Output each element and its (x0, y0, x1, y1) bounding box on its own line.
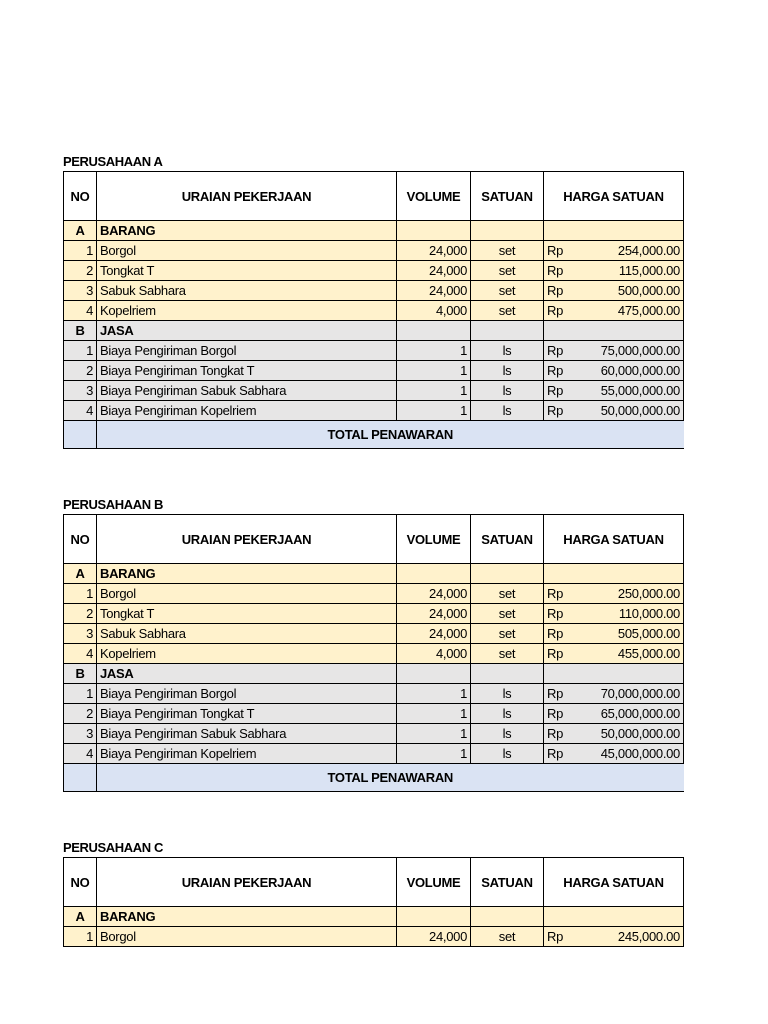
item-desc: Biaya Pengiriman Sabuk Sabhara (97, 381, 397, 401)
company-block-c (63, 840, 684, 947)
item-price: 250,000.00 (579, 584, 684, 604)
section-satuan-empty (471, 221, 544, 241)
section-harga-empty (544, 221, 684, 241)
item-unit: set (471, 604, 544, 624)
item-currency: Rp (544, 261, 579, 281)
section-code: B (64, 664, 97, 684)
section-volume-empty (397, 221, 471, 241)
table-row (64, 401, 684, 421)
item-unit: ls (471, 724, 544, 744)
table-row (64, 301, 684, 321)
item-price: 500,000.00 (579, 281, 684, 301)
table-row (64, 724, 684, 744)
table-row (64, 341, 684, 361)
item-price: 50,000,000.00 (579, 724, 684, 744)
item-volume: 24,000 (397, 261, 471, 281)
item-desc: Biaya Pengiriman Kopelriem (97, 744, 397, 764)
price-table (63, 514, 684, 792)
item-unit: ls (471, 341, 544, 361)
table-row (64, 927, 684, 947)
table-row (64, 584, 684, 604)
company-block-a (63, 154, 684, 449)
item-volume: 24,000 (397, 584, 471, 604)
item-price: 55,000,000.00 (579, 381, 684, 401)
header-satuan: SATUAN (471, 515, 544, 564)
total-row (64, 764, 684, 792)
header-volume: VOLUME (397, 172, 471, 221)
table-row (64, 381, 684, 401)
item-no: 4 (64, 644, 97, 664)
section-row (64, 564, 684, 584)
item-volume: 24,000 (397, 281, 471, 301)
section-satuan-empty (471, 664, 544, 684)
section-code: B (64, 321, 97, 341)
section-harga-empty (544, 664, 684, 684)
item-price: 50,000,000.00 (579, 401, 684, 421)
item-price: 505,000.00 (579, 624, 684, 644)
item-currency: Rp (544, 241, 579, 261)
header-harga: HARGA SATUAN (544, 515, 684, 564)
table-row (64, 261, 684, 281)
company-title: PERUSAHAAN A (63, 154, 163, 169)
item-unit: set (471, 261, 544, 281)
item-no: 3 (64, 724, 97, 744)
section-name: BARANG (97, 907, 397, 927)
item-no: 2 (64, 604, 97, 624)
section-code: A (64, 907, 97, 927)
item-desc: Biaya Pengiriman Borgol (97, 684, 397, 704)
item-desc: Borgol (97, 241, 397, 261)
item-currency: Rp (544, 684, 579, 704)
item-volume: 24,000 (397, 241, 471, 261)
section-volume-empty (397, 664, 471, 684)
section-row (64, 664, 684, 684)
total-label: TOTAL PENAWARAN (97, 421, 684, 449)
item-volume: 1 (397, 744, 471, 764)
section-name: JASA (97, 321, 397, 341)
item-no: 4 (64, 744, 97, 764)
item-price: 70,000,000.00 (579, 684, 684, 704)
item-no: 2 (64, 261, 97, 281)
item-no: 3 (64, 381, 97, 401)
section-satuan-empty (471, 564, 544, 584)
item-volume: 24,000 (397, 624, 471, 644)
item-price: 60,000,000.00 (579, 361, 684, 381)
item-unit: ls (471, 744, 544, 764)
table-row (64, 361, 684, 381)
table-row (64, 624, 684, 644)
item-price: 75,000,000.00 (579, 341, 684, 361)
item-unit: ls (471, 704, 544, 724)
table-row (64, 684, 684, 704)
item-no: 1 (64, 584, 97, 604)
item-currency: Rp (544, 744, 579, 764)
section-volume-empty (397, 321, 471, 341)
item-no: 1 (64, 341, 97, 361)
item-volume: 1 (397, 341, 471, 361)
item-desc: Borgol (97, 927, 397, 947)
header-harga: HARGA SATUAN (544, 172, 684, 221)
item-price: 110,000.00 (579, 604, 684, 624)
item-unit: set (471, 927, 544, 947)
item-desc: Biaya Pengiriman Borgol (97, 341, 397, 361)
item-price: 475,000.00 (579, 301, 684, 321)
header-row (64, 515, 684, 564)
item-volume: 24,000 (397, 604, 471, 624)
header-row (64, 172, 684, 221)
section-volume-empty (397, 907, 471, 927)
total-no-empty (64, 764, 97, 792)
header-desc: URAIAN PEKERJAAN (97, 172, 397, 221)
item-price: 245,000.00 (579, 927, 684, 947)
item-unit: set (471, 584, 544, 604)
table-row (64, 281, 684, 301)
header-row (64, 858, 684, 907)
item-no: 1 (64, 241, 97, 261)
header-no: NO (64, 858, 97, 907)
item-currency: Rp (544, 724, 579, 744)
item-volume: 4,000 (397, 301, 471, 321)
section-row (64, 321, 684, 341)
item-desc: Sabuk Sabhara (97, 624, 397, 644)
item-volume: 1 (397, 704, 471, 724)
item-unit: set (471, 644, 544, 664)
item-volume: 1 (397, 401, 471, 421)
item-unit: set (471, 241, 544, 261)
item-currency: Rp (544, 341, 579, 361)
item-volume: 1 (397, 724, 471, 744)
item-volume: 1 (397, 361, 471, 381)
item-volume: 4,000 (397, 644, 471, 664)
item-desc: Biaya Pengiriman Sabuk Sabhara (97, 724, 397, 744)
header-desc: URAIAN PEKERJAAN (97, 515, 397, 564)
section-satuan-empty (471, 907, 544, 927)
item-unit: ls (471, 361, 544, 381)
item-currency: Rp (544, 281, 579, 301)
company-block-b (63, 497, 684, 792)
item-no: 2 (64, 704, 97, 724)
item-no: 3 (64, 624, 97, 644)
item-unit: ls (471, 381, 544, 401)
item-desc: Kopelriem (97, 644, 397, 664)
item-volume: 1 (397, 684, 471, 704)
item-volume: 1 (397, 381, 471, 401)
item-no: 3 (64, 281, 97, 301)
company-title: PERUSAHAAN C (63, 840, 163, 855)
item-no: 4 (64, 301, 97, 321)
item-currency: Rp (544, 624, 579, 644)
item-no: 1 (64, 684, 97, 704)
section-volume-empty (397, 564, 471, 584)
header-volume: VOLUME (397, 515, 471, 564)
item-currency: Rp (544, 584, 579, 604)
item-desc: Biaya Pengiriman Tongkat T (97, 361, 397, 381)
section-harga-empty (544, 907, 684, 927)
item-unit: ls (471, 684, 544, 704)
header-desc: URAIAN PEKERJAAN (97, 858, 397, 907)
item-no: 1 (64, 927, 97, 947)
price-table (63, 171, 684, 449)
item-price: 65,000,000.00 (579, 704, 684, 724)
item-currency: Rp (544, 401, 579, 421)
item-no: 2 (64, 361, 97, 381)
item-price: 45,000,000.00 (579, 744, 684, 764)
item-currency: Rp (544, 644, 579, 664)
item-volume: 24,000 (397, 927, 471, 947)
header-harga: HARGA SATUAN (544, 858, 684, 907)
item-currency: Rp (544, 301, 579, 321)
header-satuan: SATUAN (471, 172, 544, 221)
total-label: TOTAL PENAWARAN (97, 764, 684, 792)
item-currency: Rp (544, 361, 579, 381)
header-no: NO (64, 515, 97, 564)
item-desc: Kopelriem (97, 301, 397, 321)
section-harga-empty (544, 321, 684, 341)
table-row (64, 644, 684, 664)
item-no: 4 (64, 401, 97, 421)
item-desc: Biaya Pengiriman Kopelriem (97, 401, 397, 421)
total-no-empty (64, 421, 97, 449)
item-unit: set (471, 301, 544, 321)
section-name: BARANG (97, 564, 397, 584)
table-row (64, 704, 684, 724)
section-name: BARANG (97, 221, 397, 241)
item-price: 115,000.00 (579, 261, 684, 281)
section-name: JASA (97, 664, 397, 684)
item-currency: Rp (544, 381, 579, 401)
item-currency: Rp (544, 927, 579, 947)
item-unit: set (471, 281, 544, 301)
price-table (63, 857, 684, 947)
section-code: A (64, 564, 97, 584)
item-currency: Rp (544, 604, 579, 624)
table-row (64, 744, 684, 764)
company-title: PERUSAHAAN B (63, 497, 163, 512)
total-row (64, 421, 684, 449)
table-row (64, 241, 684, 261)
item-desc: Sabuk Sabhara (97, 281, 397, 301)
section-row (64, 221, 684, 241)
item-unit: ls (471, 401, 544, 421)
item-unit: set (471, 624, 544, 644)
header-satuan: SATUAN (471, 858, 544, 907)
section-code: A (64, 221, 97, 241)
item-desc: Biaya Pengiriman Tongkat T (97, 704, 397, 724)
section-satuan-empty (471, 321, 544, 341)
header-no: NO (64, 172, 97, 221)
section-row (64, 907, 684, 927)
item-currency: Rp (544, 704, 579, 724)
item-desc: Tongkat T (97, 604, 397, 624)
table-row (64, 604, 684, 624)
header-volume: VOLUME (397, 858, 471, 907)
item-desc: Borgol (97, 584, 397, 604)
item-desc: Tongkat T (97, 261, 397, 281)
item-price: 254,000.00 (579, 241, 684, 261)
item-price: 455,000.00 (579, 644, 684, 664)
section-harga-empty (544, 564, 684, 584)
